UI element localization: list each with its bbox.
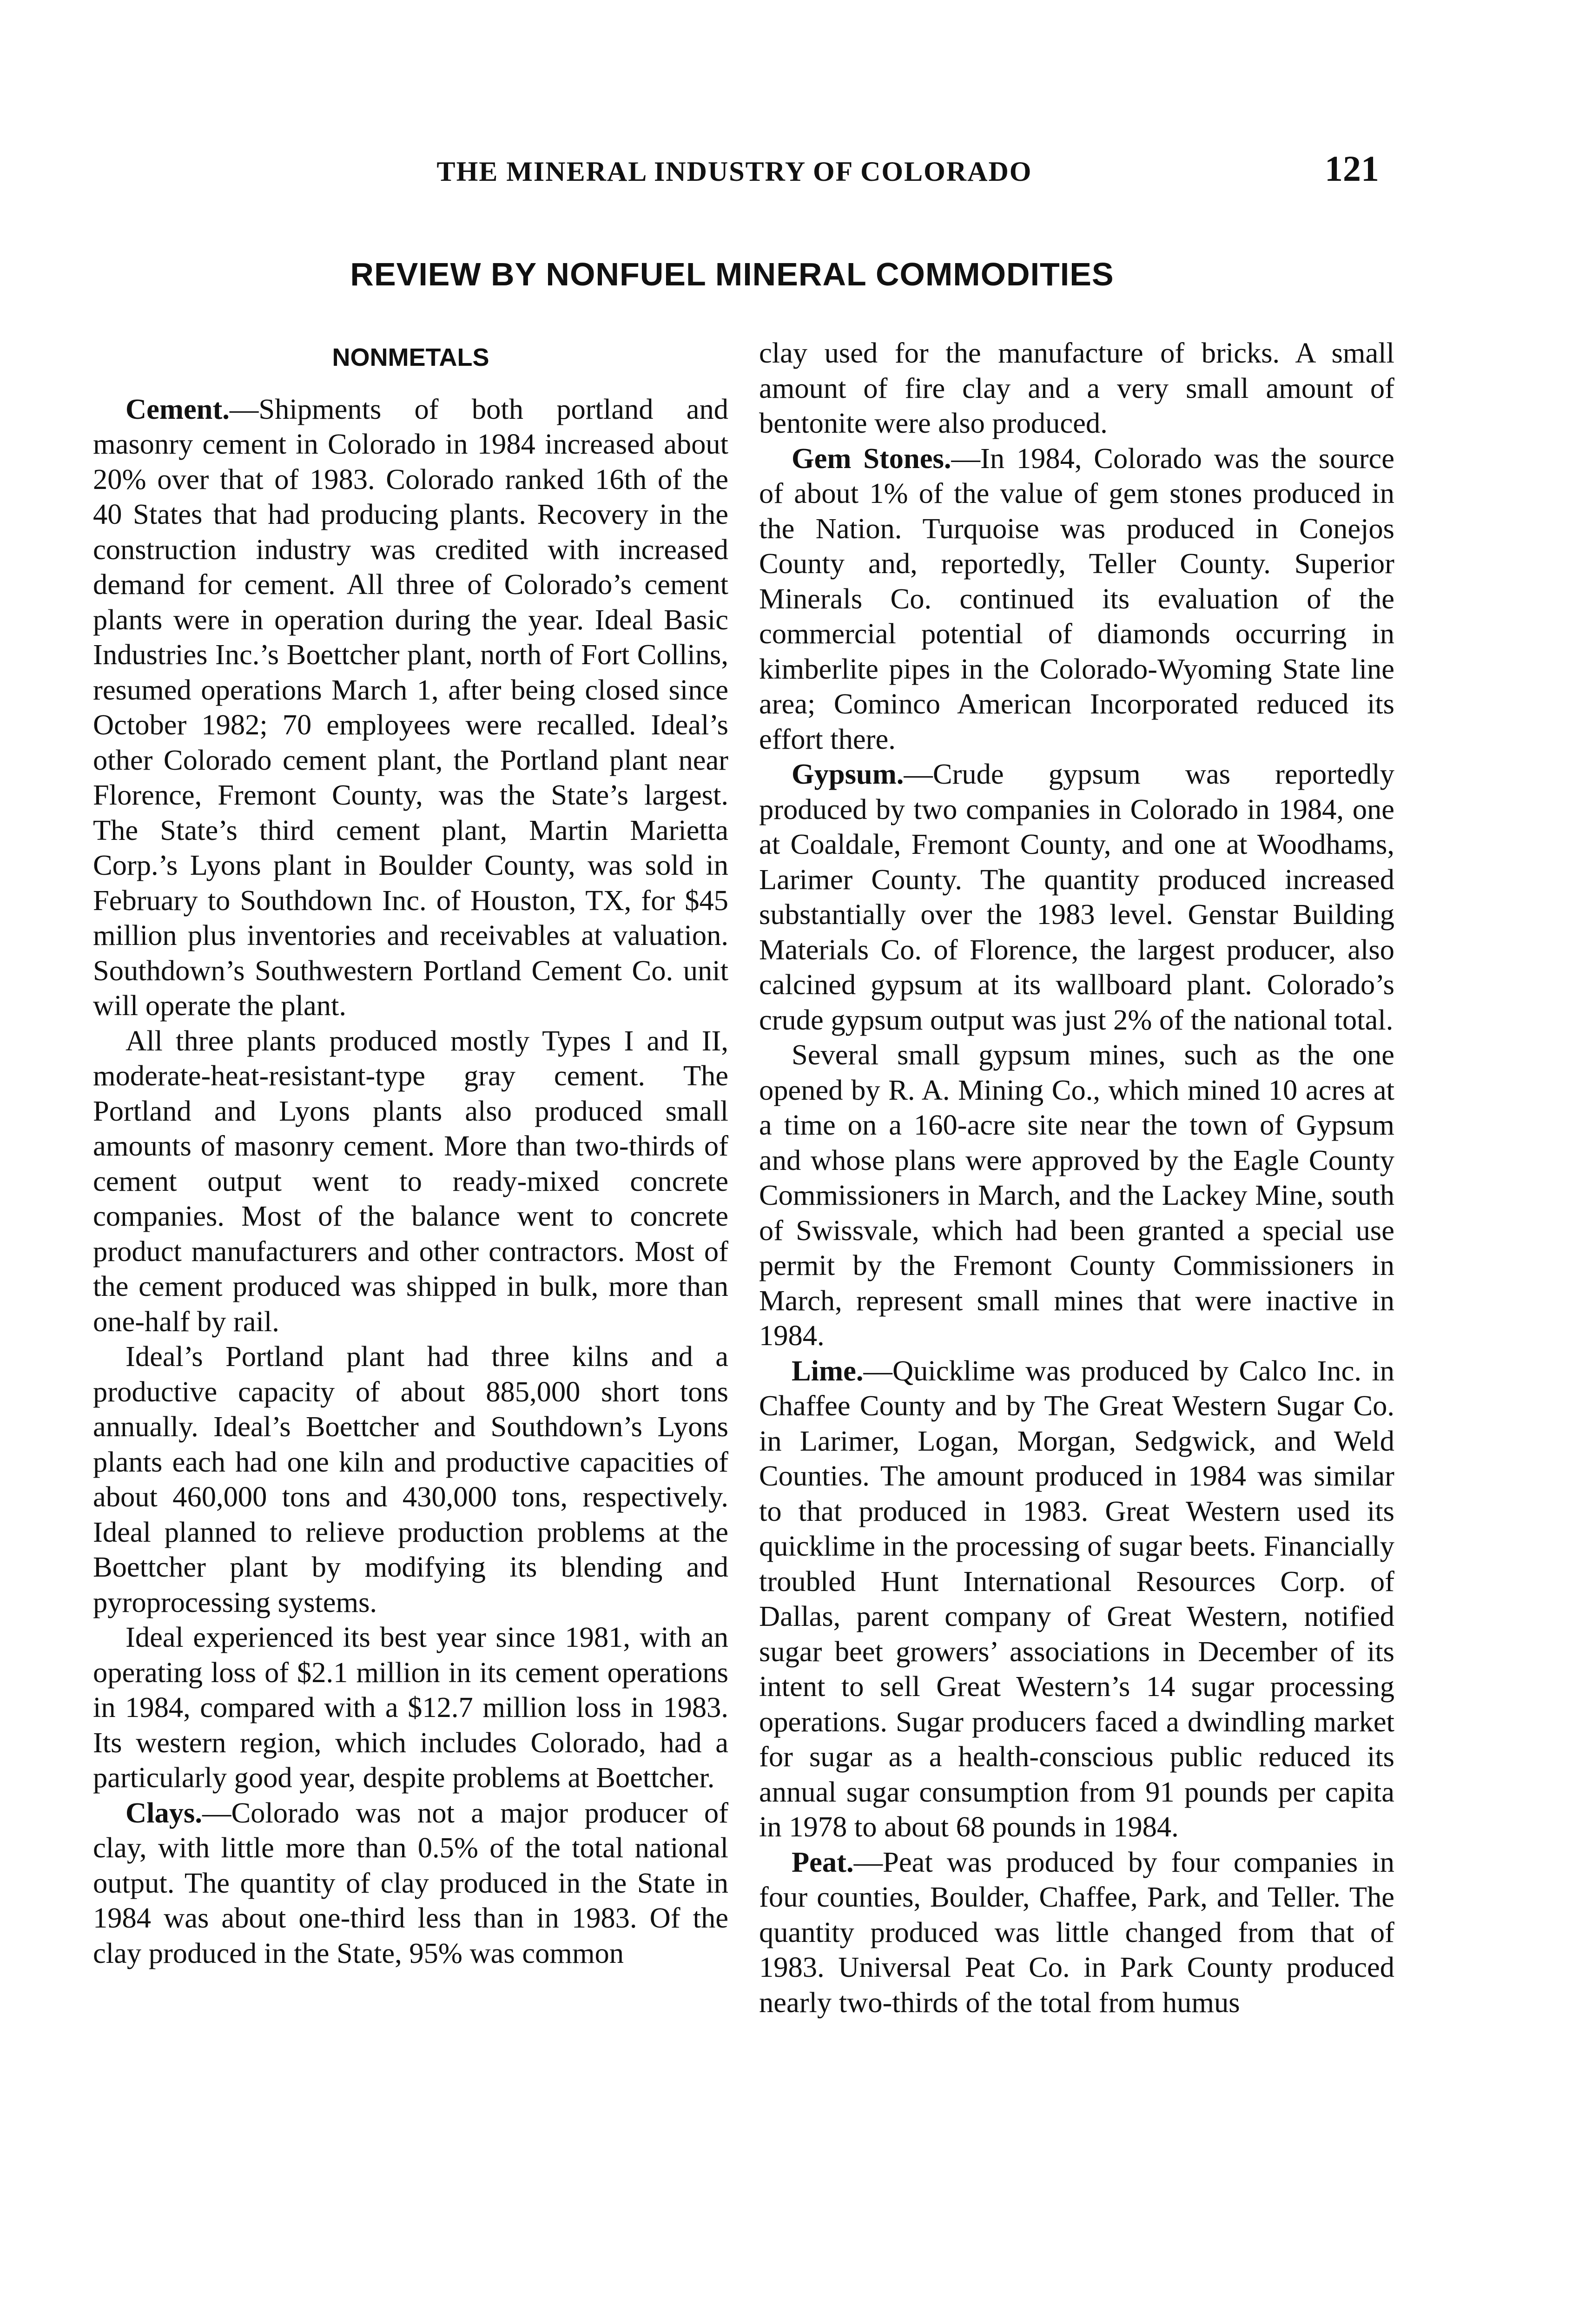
paragraph-gypsum-2: Several small gypsum mines, such as the one opened by R. A. Mining Co., which mined 10 acres at a time on a 160-acre site near the town of Gypsum and whose plans were approved by the Eagle County Commissioners in March, and the Lackey Mine, south of Swissvale, which had been granted a special use permit by the Fremont County Commissioners in March, represent small mines that were inactive in 1984. xyxy=(759,1038,1394,1352)
page-number: 121 xyxy=(1325,148,1379,189)
paragraph-cement-2: All three plants produced mostly Types I and II, moderate-heat-resistant-type gray cement. The Portland and Lyons plants also produced small amounts of masonry cement. More than two-thirds of cement output went to ready-mixed concrete companies. Most of the balance went to concrete product manufacturers and other contractors. Most of the cement produced was shipped in bulk, more than one-half by rail. xyxy=(93,1024,728,1338)
left-column xyxy=(93,336,728,1971)
clays-text-1: —Colorado was not a major producer of clay, with little more than 0.5% of the total national output. The quantity of clay produced in the State in 1984 was about one-third less than in 1983. Of the clay produced in the State, 95% was common xyxy=(93,1796,728,1969)
cement-text-1: —Shipments of both portland and masonry cement in Colorado in 1984 increased about 20% over that of 1983. Colorado ranked 16th of the 40 States that had producing plants. Recovery in the construction industry was credited with increased demand for cement. All three of Colorado’s cement plants were in operation during the year. Ideal Basic Industries Inc.’s Boettcher plant, north of Fort Collins, resumed operations March 1, after being closed since October 1982; 70 employees were recalled. Ideal’s other Colorado cement plant, the Portland plant near Florence, Fremont County, was the State’s largest. The State’s third cement plant, Martin Marietta Corp.’s Lyons plant in Boulder County, was sold in February to Southdown Inc. of Houston, TX, for $45 million plus inventories and receivables at valuation. Southdown’s Southwestern Portland Cement Co. unit will operate the plant. xyxy=(93,392,728,1022)
lead-lime: Lime. xyxy=(792,1354,864,1387)
paragraph-peat xyxy=(759,1845,1394,2020)
lead-gem-stones: Gem Stones. xyxy=(792,442,951,475)
lime-text-1: —Quicklime was produced by Calco Inc. in Chaffee County and by The Great Western Sugar Co. in Larimer, Logan, Morgan, Sedgwick, and Weld Counties. The amount produced in 1984 was similar to that produced in 1983. Great Western used its quicklime in the processing of sugar beets. Financially troubled Hunt International Resources Corp. of Dallas, parent company of Great Western, notified sugar beet growers’ associations in December of its intent to sell Great Western’s 14 sugar processing operations. Sugar producers faced a dwindling market for sugar as a health-conscious public reduced its annual sugar consumption from 91 pounds per capita in 1978 to about 68 pounds in 1984. xyxy=(759,1354,1394,1843)
lead-clays: Clays. xyxy=(125,1796,202,1829)
paragraph-cement-3: Ideal’s Portland plant had three kilns and a productive capacity of about 885,000 short tons annually. Ideal’s Boettcher and Southdown’s Lyons plants each had one kiln and productive capacities of about 460,000 tons and 430,000 tons, respectively. Ideal planned to relieve production problems at the Boettcher plant by modifying its blending and pyroprocessing systems. xyxy=(93,1340,728,1618)
subhead-nonmetals: NONMETALS xyxy=(332,343,489,371)
running-title: THE MINERAL INDUSTRY OF COLORADO xyxy=(436,156,1032,187)
right-column xyxy=(759,336,1394,2020)
peat-text-1: —Peat was produced by four companies in four counties, Boulder, Chaffee, Park, and Teller. The quantity produced was little changed from that of 1983. Universal Peat Co. in Park County produced nearly two-thirds of the total from humus xyxy=(759,1845,1394,2019)
lead-peat: Peat. xyxy=(792,1845,854,1878)
lead-gypsum: Gypsum. xyxy=(792,758,904,790)
paragraph-clays-continued: clay used for the manufacture of bricks. A small amount of fire clay and a very small amount of bentonite were also produced. xyxy=(759,337,1394,439)
lead-cement: Cement. xyxy=(125,392,230,425)
paragraph-gypsum xyxy=(759,757,1394,1037)
gypsum-text-1: —Crude gypsum was reportedly produced by two companies in Colorado in 1984, one at Coaldale, Fremont County, and one at Woodhams, Larimer County. The quantity produced increased substantially over the 1983 level. Genstar Building Materials Co. of Florence, the largest producer, also calcined gypsum at its wallboard plant. Colorado’s crude gypsum output was just 2% of the national total. xyxy=(759,758,1394,1036)
section-title: REVIEW BY NONFUEL MINERAL COMMODITIES xyxy=(350,256,1114,292)
gem-text-1: —In 1984, Colorado was the source of about 1% of the value of gem stones produced in the Nation. Turquoise was produced in Conejos County and, reportedly, Teller County. Superior Minerals Co. continued its evaluation of the commercial potential of diamonds occurring in kimberlite pipes in the Colorado-Wyoming State line area; Cominco American Incorporated reduced its effort there. xyxy=(759,442,1394,755)
paragraph-lime xyxy=(759,1353,1394,1845)
paragraph-gem-stones xyxy=(759,441,1394,757)
paragraph-cement xyxy=(93,392,728,1023)
paragraph-cement-4: Ideal experienced its best year since 1981, with an operating loss of $2.1 million in its cement operations in 1984, compared with a $12.7 million loss in 1983. Its western region, which includes Colorado, had a particularly good year, despite problems at Boettcher. xyxy=(93,1621,728,1794)
paragraph-clays xyxy=(93,1796,728,1971)
